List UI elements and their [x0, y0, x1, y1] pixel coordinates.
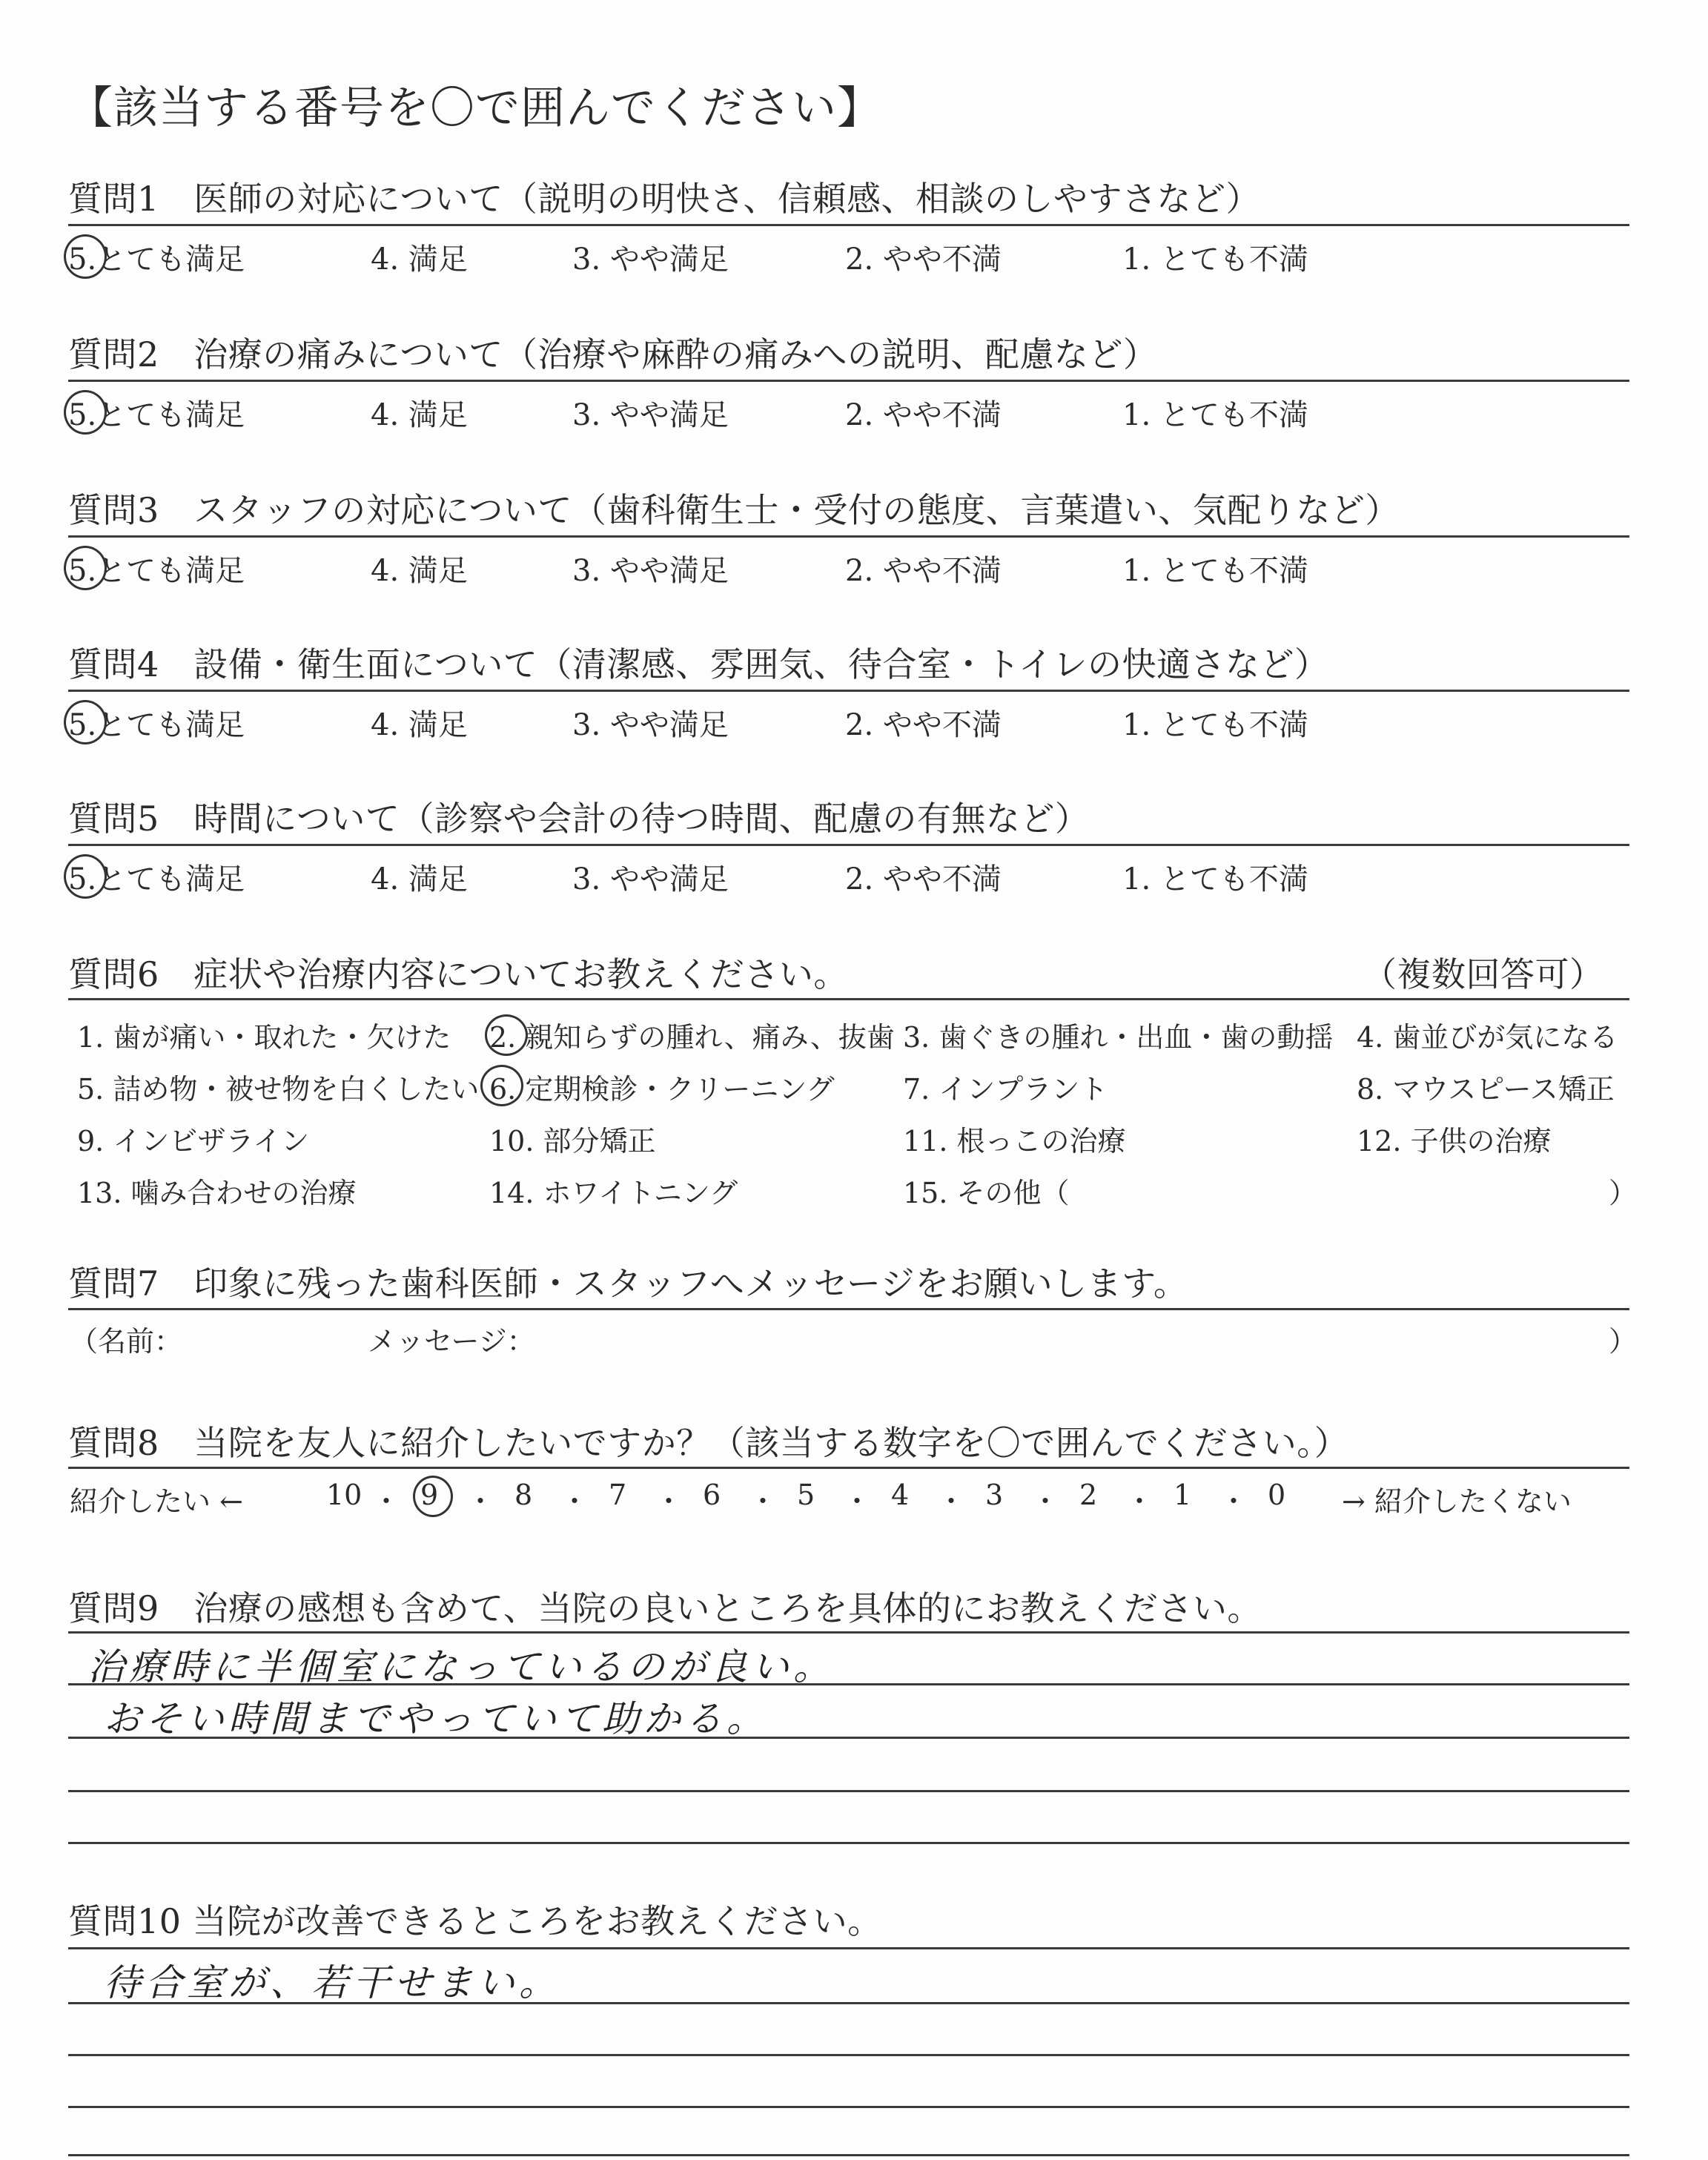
- q10-answer-line-1: 待合室が、若干せまい。: [104, 1961, 560, 2004]
- q4-option-5[interactable]: 5.とても満足: [68, 708, 245, 742]
- q10-title: 質問10 当院が改善できるところをお教えください。: [68, 1901, 882, 1941]
- q10-line-3: [68, 2054, 1629, 2056]
- q2-option-2[interactable]: 2. やや不満: [845, 398, 1002, 432]
- q4-option-3[interactable]: 3. やや満足: [572, 708, 729, 742]
- q7-name-label: （名前：: [70, 1325, 183, 1358]
- q8-scale-4[interactable]: 4: [891, 1479, 910, 1511]
- q3-option-5[interactable]: 5.とても満足: [68, 554, 245, 588]
- q1-option-4[interactable]: 4. 満足: [371, 242, 468, 277]
- q8-scale-separator: ・: [1031, 1485, 1060, 1518]
- q3-title: 質問3 スタッフの対応について（歯科衛生士・受付の態度、言葉遣い、気配りなど）: [68, 490, 1400, 530]
- q7-underline: [68, 1308, 1629, 1310]
- q2-title: 質問2 治療の痛みについて（治療や麻酔の痛みへの説明、配慮など）: [68, 334, 1158, 374]
- q2-option-3[interactable]: 3. やや満足: [572, 398, 729, 432]
- q6-option-15[interactable]: 15. その他（: [903, 1177, 1070, 1209]
- q6-option-10[interactable]: 10. 部分矯正: [489, 1125, 656, 1157]
- q2-option-5[interactable]: 5.とても満足: [68, 398, 245, 432]
- q5-title: 質問5 時間について（診察や会計の待つ時間、配慮の有無など）: [68, 799, 1090, 839]
- q8-scale-separator: ・: [466, 1485, 495, 1518]
- q4-option-4[interactable]: 4. 満足: [371, 708, 468, 742]
- q8-scale-7[interactable]: 7: [609, 1479, 627, 1511]
- q1-underline: [68, 224, 1629, 226]
- page-header: 【該当する番号を〇で囲んでください】: [68, 82, 882, 134]
- q6-other-close-paren: ）: [1609, 1177, 1638, 1209]
- q1-option-1[interactable]: 1. とても不満: [1122, 242, 1308, 277]
- q3-option-2[interactable]: 2. やや不満: [845, 554, 1002, 588]
- q3-underline: [68, 535, 1629, 538]
- q2-option-4[interactable]: 4. 満足: [371, 398, 468, 432]
- q9-answer-line-1: 治療時に半個室になっているのが良い。: [87, 1645, 835, 1688]
- q6-option-7[interactable]: 7. インプラント: [903, 1073, 1108, 1106]
- q1-option-3[interactable]: 3. やや満足: [572, 242, 729, 277]
- q5-option-2[interactable]: 2. やや不満: [845, 862, 1002, 896]
- q8-title: 質問8 当院を友人に紹介したいですか？（該当する数字を〇で囲んでください。）: [68, 1423, 1349, 1463]
- q8-scale-separator: ・: [1219, 1485, 1248, 1518]
- q3-option-4[interactable]: 4. 満足: [371, 554, 468, 588]
- q3-selected-circle: [64, 546, 107, 590]
- q4-title: 質問4 設備・衛生面について（清潔感、雰囲気、待合室・トイレの快適さなど）: [68, 644, 1329, 684]
- q7-title: 質問7 印象に残った歯科医師・スタッフへメッセージをお願いします。: [68, 1264, 1188, 1304]
- q8-scale-separator: ・: [560, 1485, 589, 1518]
- q9-line-5: [68, 1842, 1629, 1844]
- q8-scale-8[interactable]: 8: [514, 1479, 533, 1511]
- q8-underline: [68, 1467, 1629, 1469]
- q3-option-1[interactable]: 1. とても不満: [1122, 554, 1308, 588]
- q1-option-2[interactable]: 2. やや不満: [845, 242, 1002, 277]
- q8-scale-separator: ・: [749, 1485, 778, 1518]
- q1-title: 質問1 医師の対応について（説明の明快さ、信頼感、相談のしやすさなど）: [68, 179, 1261, 219]
- q6-selected-circle-6: [480, 1065, 523, 1106]
- q8-selected-circle: [413, 1476, 453, 1517]
- q10-line-1: [68, 1947, 1629, 1949]
- q1-selected-circle: [64, 234, 107, 279]
- q5-option-3[interactable]: 3. やや満足: [572, 862, 729, 896]
- q8-scale-separator: ・: [1125, 1485, 1154, 1518]
- q6-option-2[interactable]: 2. 親知らずの腫れ、痛み、抜歯: [489, 1021, 895, 1054]
- q6-option-11[interactable]: 11. 根っこの治療: [903, 1125, 1126, 1157]
- q6-selected-circle-2: [485, 1014, 528, 1056]
- q4-option-2[interactable]: 2. やや不満: [845, 708, 1002, 742]
- q6-option-14[interactable]: 14. ホワイトニング: [489, 1177, 738, 1209]
- q6-underline: [68, 998, 1629, 1000]
- q5-option-5[interactable]: 5.とても満足: [68, 862, 245, 896]
- q2-selected-circle: [64, 390, 107, 435]
- q6-title: 質問6 症状や治療内容についてお教えください。: [68, 954, 848, 994]
- q9-line-1: [68, 1631, 1629, 1634]
- q8-left-label: 紹介したい ←: [70, 1485, 243, 1518]
- q7-message-label: メッセージ：: [368, 1325, 535, 1358]
- q9-title: 質問9 治療の感想も含めて、当院の良いところを具体的にお教えください。: [68, 1588, 1262, 1628]
- q9-line-4: [68, 1790, 1629, 1792]
- q6-option-9[interactable]: 9. インビザライン: [77, 1125, 310, 1157]
- q5-selected-circle: [64, 854, 107, 899]
- q5-option-4[interactable]: 4. 満足: [371, 862, 468, 896]
- q1-option-5[interactable]: 5.とても満足: [68, 242, 245, 277]
- q8-scale-2[interactable]: 2: [1079, 1479, 1098, 1511]
- q7-close-paren: ）: [1609, 1325, 1638, 1358]
- q2-underline: [68, 380, 1629, 382]
- q4-underline: [68, 690, 1629, 692]
- q4-selected-circle: [64, 700, 107, 744]
- q10-line-5: [68, 2154, 1629, 2156]
- q10-line-4: [68, 2106, 1629, 2108]
- q8-scale-3[interactable]: 3: [985, 1479, 1004, 1511]
- q6-option-1[interactable]: 1. 歯が痛い・取れた・欠けた: [77, 1021, 451, 1054]
- q6-option-4[interactable]: 4. 歯並びが気になる: [1357, 1021, 1618, 1054]
- q5-option-1[interactable]: 1. とても不満: [1122, 862, 1308, 896]
- q4-option-1[interactable]: 1. とても不満: [1122, 708, 1308, 742]
- q6-option-13[interactable]: 13. 噛み合わせの治療: [77, 1177, 357, 1209]
- q8-scale-1[interactable]: 1: [1174, 1479, 1192, 1511]
- q5-underline: [68, 844, 1629, 846]
- q2-option-1[interactable]: 1. とても不満: [1122, 398, 1308, 432]
- q6-option-5[interactable]: 5. 詰め物・被せ物を白くしたい: [77, 1073, 480, 1106]
- q6-option-6[interactable]: 6. 定期検診・クリーニング: [489, 1073, 835, 1106]
- q8-scale-separator: ・: [655, 1485, 683, 1518]
- q6-option-8[interactable]: 8. マウスピース矯正: [1357, 1073, 1615, 1106]
- q8-scale-5[interactable]: 5: [797, 1479, 815, 1511]
- q8-scale-6[interactable]: 6: [703, 1479, 721, 1511]
- q6-option-3[interactable]: 3. 歯ぐきの腫れ・出血・歯の動揺: [903, 1021, 1334, 1054]
- q8-scale-separator: ・: [372, 1485, 401, 1518]
- q3-option-3[interactable]: 3. やや満足: [572, 554, 729, 588]
- q6-note: （複数回答可）: [1363, 954, 1604, 994]
- q8-scale-separator: ・: [937, 1485, 966, 1518]
- q8-scale-9[interactable]: 9: [420, 1479, 439, 1511]
- q9-answer-line-2: おそい時間までやっていて助かる。: [104, 1697, 768, 1740]
- q8-scale-0[interactable]: 0: [1268, 1479, 1286, 1511]
- q8-scale-separator: ・: [843, 1485, 872, 1518]
- q6-option-12[interactable]: 12. 子供の治療: [1357, 1125, 1552, 1157]
- q8-scale-10[interactable]: 10: [326, 1479, 363, 1511]
- q8-right-label: → 紹介したくない: [1342, 1485, 1572, 1518]
